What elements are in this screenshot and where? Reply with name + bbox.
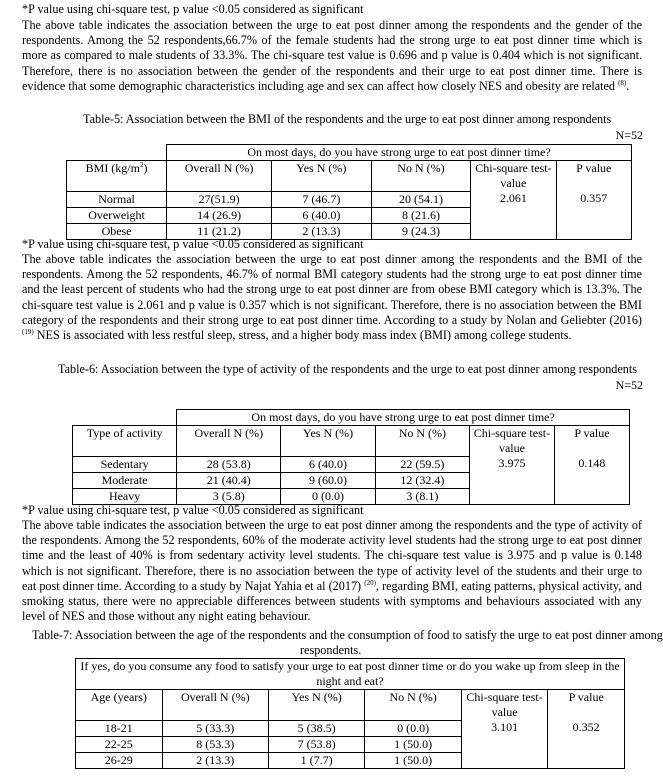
table-cell: 9 (60.0): [281, 472, 375, 488]
paragraph-gender: The above table indicates the association between the urge to eat post dinner among the respondents and the gender of the respondents. Among the 52 respondents,66.7% of the female students had the strong urge to eat post dinner time which is more as compared to male students of 33.3%. The chi-square test value is 0.696 and p value is 0.404 which is not significant. Therefore, there is no association between the gender of the respondents and their urge to eat post dinner time. There is evidence that some demographic characteristics including age and sex can affect how closely NES and obesity are related $^{(8)}$.: [22, 18, 642, 93]
table6-header-p: P value: [554, 426, 629, 457]
table5-header-yes: Yes N (%): [272, 161, 372, 192]
table-cell: 28 (53.8): [177, 456, 281, 472]
table6-caption: Table-6: Association between the type of activity of the respondents and the urge to eat post dinner among respondents: [58, 362, 638, 376]
table7-header-age: Age (years): [76, 690, 163, 721]
table-cell: 9 (24.3): [371, 223, 471, 239]
table-cell: 1 (50.0): [365, 752, 461, 768]
table-cell: 3 (5.8): [177, 488, 281, 504]
table7-header-chi: Chi-square test-value: [461, 690, 548, 721]
table5-header-p: P value: [556, 161, 631, 192]
table7-caption: Table-7: Association between the age of the respondents and the consumption of food to satisfy the urge to eat post dinner among: [32, 628, 663, 642]
table-cell: 5 (38.5): [268, 720, 364, 736]
table5-caption: Table-5: Association between the BMI of the respondents and the urge to eat post dinner among respondents: [83, 112, 612, 126]
table7-header-no: No N (%): [365, 690, 461, 721]
table-cell: 14 (26.9): [167, 207, 272, 223]
table6-header-no: No N (%): [375, 426, 469, 457]
table-cell: 2 (13.3): [162, 752, 268, 768]
table-cell: 6 (40.0): [281, 456, 375, 472]
table7-header-p: P value: [548, 690, 625, 721]
table7-header-overall: Overall N (%): [162, 690, 268, 721]
table5-question: On most days, do you have strong urge to eat post dinner time?: [167, 145, 632, 161]
table-cell: 22 (59.5): [375, 456, 469, 472]
table-cell: 1 (50.0): [365, 736, 461, 752]
table-cell: 7 (46.7): [272, 191, 372, 207]
table-row-label: Normal: [67, 191, 167, 207]
paragraph-bmi: The above table indicates the association between the urge to eat post dinner among the respondents and the BMI of the respondents. Among the 52 respondents, 46.7% of normal BMI category students had the strong urge to eat post dinner time and the least percent of students who had the strong urge to eat post dinner are from obese BMI category which is 13.3%. The chi-square test value is 2.061 and p value is 0.357 which is not significant. Therefore, there is no association between the BMI category of the respondents and their strong urge to eat post dinner time. According to a study by Nolan and Geliebter (2016) $^{(19)}$ NES is associated with less restful sleep, stress, and a higher body mass index (BMI) among college students.: [22, 252, 642, 343]
table7-header-yes: Yes N (%): [268, 690, 364, 721]
table-cell: 0 (0.0): [281, 488, 375, 504]
table-cell: 3 (8.1): [375, 488, 469, 504]
table6-n: N=52: [615, 378, 643, 392]
table-row-label: Moderate: [73, 472, 177, 488]
table-cell: 12 (32.4): [375, 472, 469, 488]
table6-header-overall: Overall N (%): [177, 426, 281, 457]
table-cell: 5 (33.3): [162, 720, 268, 736]
table-row-label: 18-21: [76, 720, 163, 736]
table6-header-chi: Chi-square test-value: [470, 426, 555, 457]
table5-p-value: 0.357: [556, 191, 631, 239]
table5-header-no: No N (%): [371, 161, 471, 192]
table7-chi-value: 3.101: [461, 720, 548, 768]
table-row-label: Obese: [67, 223, 167, 239]
table5-header-overall: Overall N (%): [167, 161, 272, 192]
table5-n: N=52: [615, 128, 643, 142]
table-cell: 6 (40.0): [272, 207, 372, 223]
table-cell: 1 (7.7): [268, 752, 364, 768]
table-row-label: Heavy: [73, 488, 177, 504]
table6-header-activity: Type of activity: [73, 426, 177, 457]
table-cell: 8 (21.6): [371, 207, 471, 223]
table6-header-yes: Yes N (%): [281, 426, 375, 457]
table-cell: 0 (0.0): [365, 720, 461, 736]
table7: [75, 658, 625, 769]
table-cell: 8 (53.3): [162, 736, 268, 752]
table5-header-chi: Chi-square test-value: [471, 161, 556, 192]
table-row-label: 22-25: [76, 736, 163, 752]
table-row-label: 26-29: [76, 752, 163, 768]
table-cell: 27(51.9): [167, 191, 272, 207]
table6-chi-value: 3.975: [470, 456, 555, 504]
table6-p-value: 0.148: [554, 456, 629, 504]
table7-p-value: 0.352: [548, 720, 625, 768]
table6-note: *P value using chi-square test, p value <0.05 considered as significant: [22, 503, 364, 517]
table-row-label: Sedentary: [73, 456, 177, 472]
paragraph-activity: The above table indicates the association between the urge to eat post dinner among the respondents and the type of activity of the respondents. Among the 52 respondents, 60% of the moderate activity level students had the strong urge to eat post dinner time and the least of 40% is from sedentary activity level students. The chi-square test value is 3.975 and p value is 0.148 which is not significant. Therefore, there is no association between the type of activity level of the students and their urge to eat post dinner time. According to a study by Najat Yahia et al (2017) $^{(20)}$, regarding BMI, eating patterns, physical activity, and smoking status, there were no appreciable differences between students with symptoms and behaviours associated with any level of NES and those without any night eating behaviour.: [22, 518, 642, 624]
table5-chi-value: 2.061: [471, 191, 556, 239]
table7-caption-cont: respondents.: [300, 643, 362, 657]
table6: [72, 409, 630, 505]
table-cell: 11 (21.2): [167, 223, 272, 239]
table6-question: On most days, do you have strong urge to eat post dinner time?: [177, 410, 630, 426]
table-cell: 20 (54.1): [371, 191, 471, 207]
table-cell: 2 (13.3): [272, 223, 372, 239]
table-row-label: Overweight: [67, 207, 167, 223]
table5-note: *P value using chi-square test, p value <0.05 considered as significant: [22, 237, 364, 251]
table5-header-bmi: BMI $(kg/m^2)$: [67, 161, 167, 192]
significance-note-top: *P value using chi-square test, p value <0.05 considered as significant: [22, 2, 364, 16]
table-cell: 21 (40.4): [177, 472, 281, 488]
table7-question: If yes, do you consume any food to satisfy your urge to eat post dinner time or do you wake up from sleep in the night and eat?: [76, 659, 625, 690]
table-cell: 7 (53.8): [268, 736, 364, 752]
table5: [66, 144, 632, 240]
